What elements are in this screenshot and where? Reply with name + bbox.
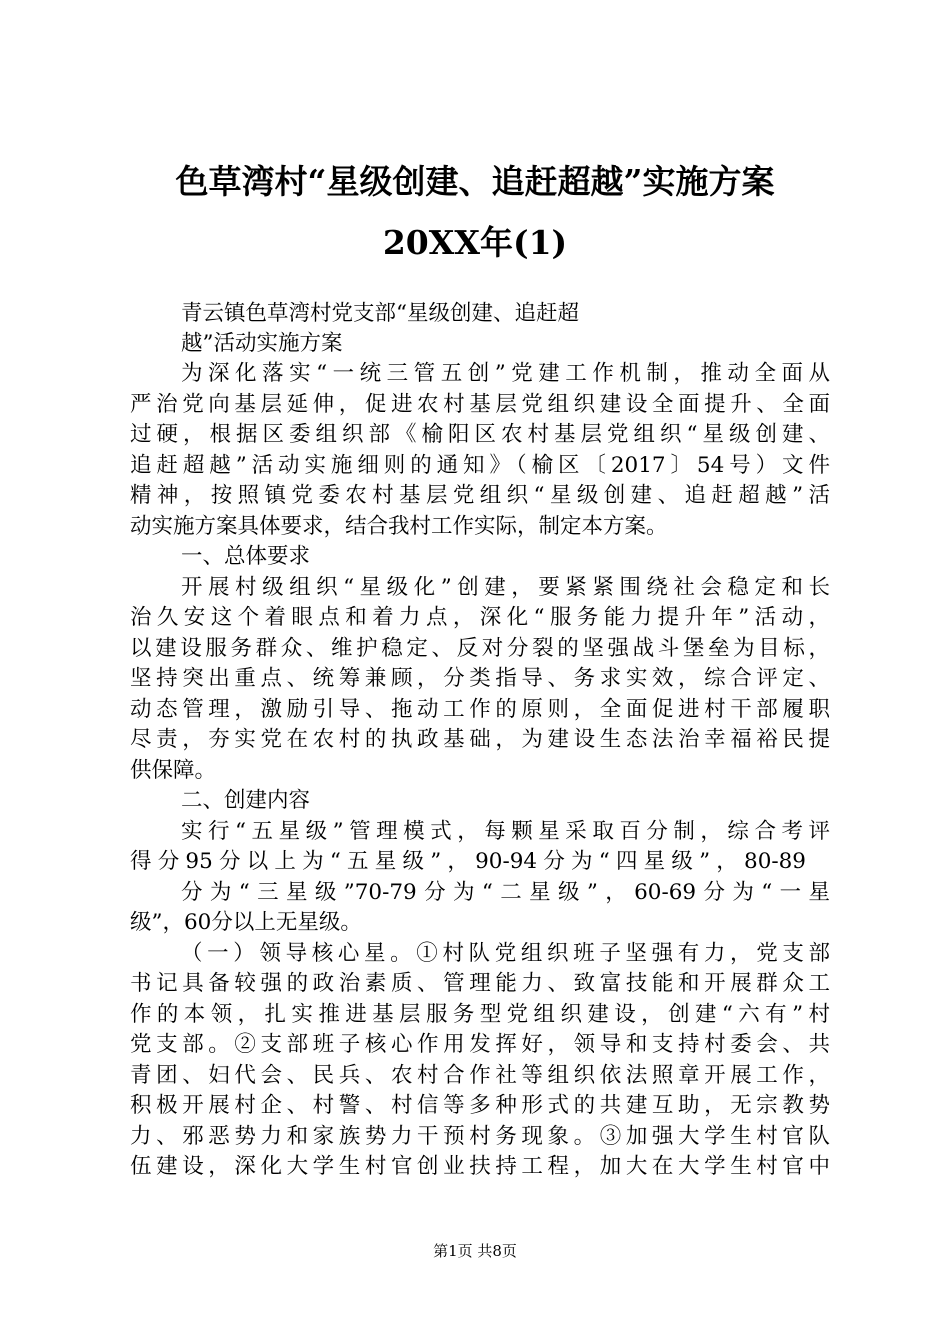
body-line: 尽责，夯实党在农村的执政基础，为建设生态法治幸福裕民提 xyxy=(130,727,830,752)
document-title-line-1: 色草湾村“星级创建、追赶超越”实施方案 xyxy=(175,162,775,201)
body-line: 以建设服务群众、维护稳定、反对分裂的坚强战斗堡垒为目标， xyxy=(130,636,830,661)
document-title-line-2: 20XX年(1) xyxy=(382,223,568,262)
body-line: 动实施方案具体要求，结合我村工作实际，制定本方案。 xyxy=(130,514,668,539)
body-line: 动态管理，激励引导、拖动工作的原则，全面促进村干部履职 xyxy=(130,697,830,722)
body-line: 治久安这个着眼点和着力点，深化“服务能力提升年”活动， xyxy=(130,605,830,630)
body-line: 伍建设，深化大学生村官创业扶持工程，加大在大学生村官中 xyxy=(130,1154,830,1179)
body-line: 青团、妇代会、民兵、农村合作社等组织依法照章开展工作， xyxy=(130,1063,830,1088)
body-line: 过硬，根据区委组织部《榆阳区农村基层党组织“星级创建、 xyxy=(130,422,830,447)
body-line: 严治党向基层延伸，促进农村基层党组织建设全面提升、全面 xyxy=(130,392,830,417)
body-line: 书记具备较强的政治素质、管理能力、致富技能和开展群众工 xyxy=(130,971,830,996)
body-line: 坚持突出重点、统筹兼顾，分类指导、务求实效，综合评定、 xyxy=(130,666,830,691)
body-line: （一）领导核心星。①村队党组织班子坚强有力，党支部 xyxy=(181,941,830,966)
body-line: 党支部。②支部班子核心作用发挥好，领导和支持村委会、共 xyxy=(130,1032,830,1057)
body-line: 为深化落实“一统三管五创”党建工作机制，推动全面从 xyxy=(181,361,830,386)
body-line: 实行“五星级”管理模式，每颗星采取百分制，综合考评 xyxy=(181,819,830,844)
section-heading-2: 二、创建内容 xyxy=(181,788,311,813)
body-line: 分为“三星级”70-79分为“二星级”，60-69分为“一星 xyxy=(181,880,830,905)
body-line: 开展村级组织“星级化”创建，要紧紧围绕社会稳定和长 xyxy=(181,575,830,600)
subtitle-line-2: 越”活动实施方案 xyxy=(181,331,343,356)
page-number-footer: 第1页 共8页 xyxy=(433,1242,517,1260)
body-line: 级”，60分以上无星级。 xyxy=(130,910,362,935)
body-line: 精神，按照镇党委农村基层党组织“星级创建、追赶超越”活 xyxy=(130,483,830,508)
body-line: 积极开展村企、村警、村信等多种形式的共建互助，无宗教势 xyxy=(130,1093,830,1118)
subtitle-line-1: 青云镇色草湾村党支部“星级创建、追赶超 xyxy=(181,301,579,326)
body-line: 得分95分以上为“五星级”，90-94分为“四星级”，80-89 xyxy=(130,849,806,874)
section-heading-1: 一、总体要求 xyxy=(181,544,311,569)
body-line: 力、邪恶势力和家族势力干预村务现象。③加强大学生村官队 xyxy=(130,1124,830,1149)
body-line: 追赶超越”活动实施细则的通知》（榆区〔2017〕54号）文件 xyxy=(130,453,830,478)
body-line: 供保障。 xyxy=(130,758,217,783)
body-line: 作的本领，扎实推进基层服务型党组织建设，创建“六有”村 xyxy=(130,1002,830,1027)
